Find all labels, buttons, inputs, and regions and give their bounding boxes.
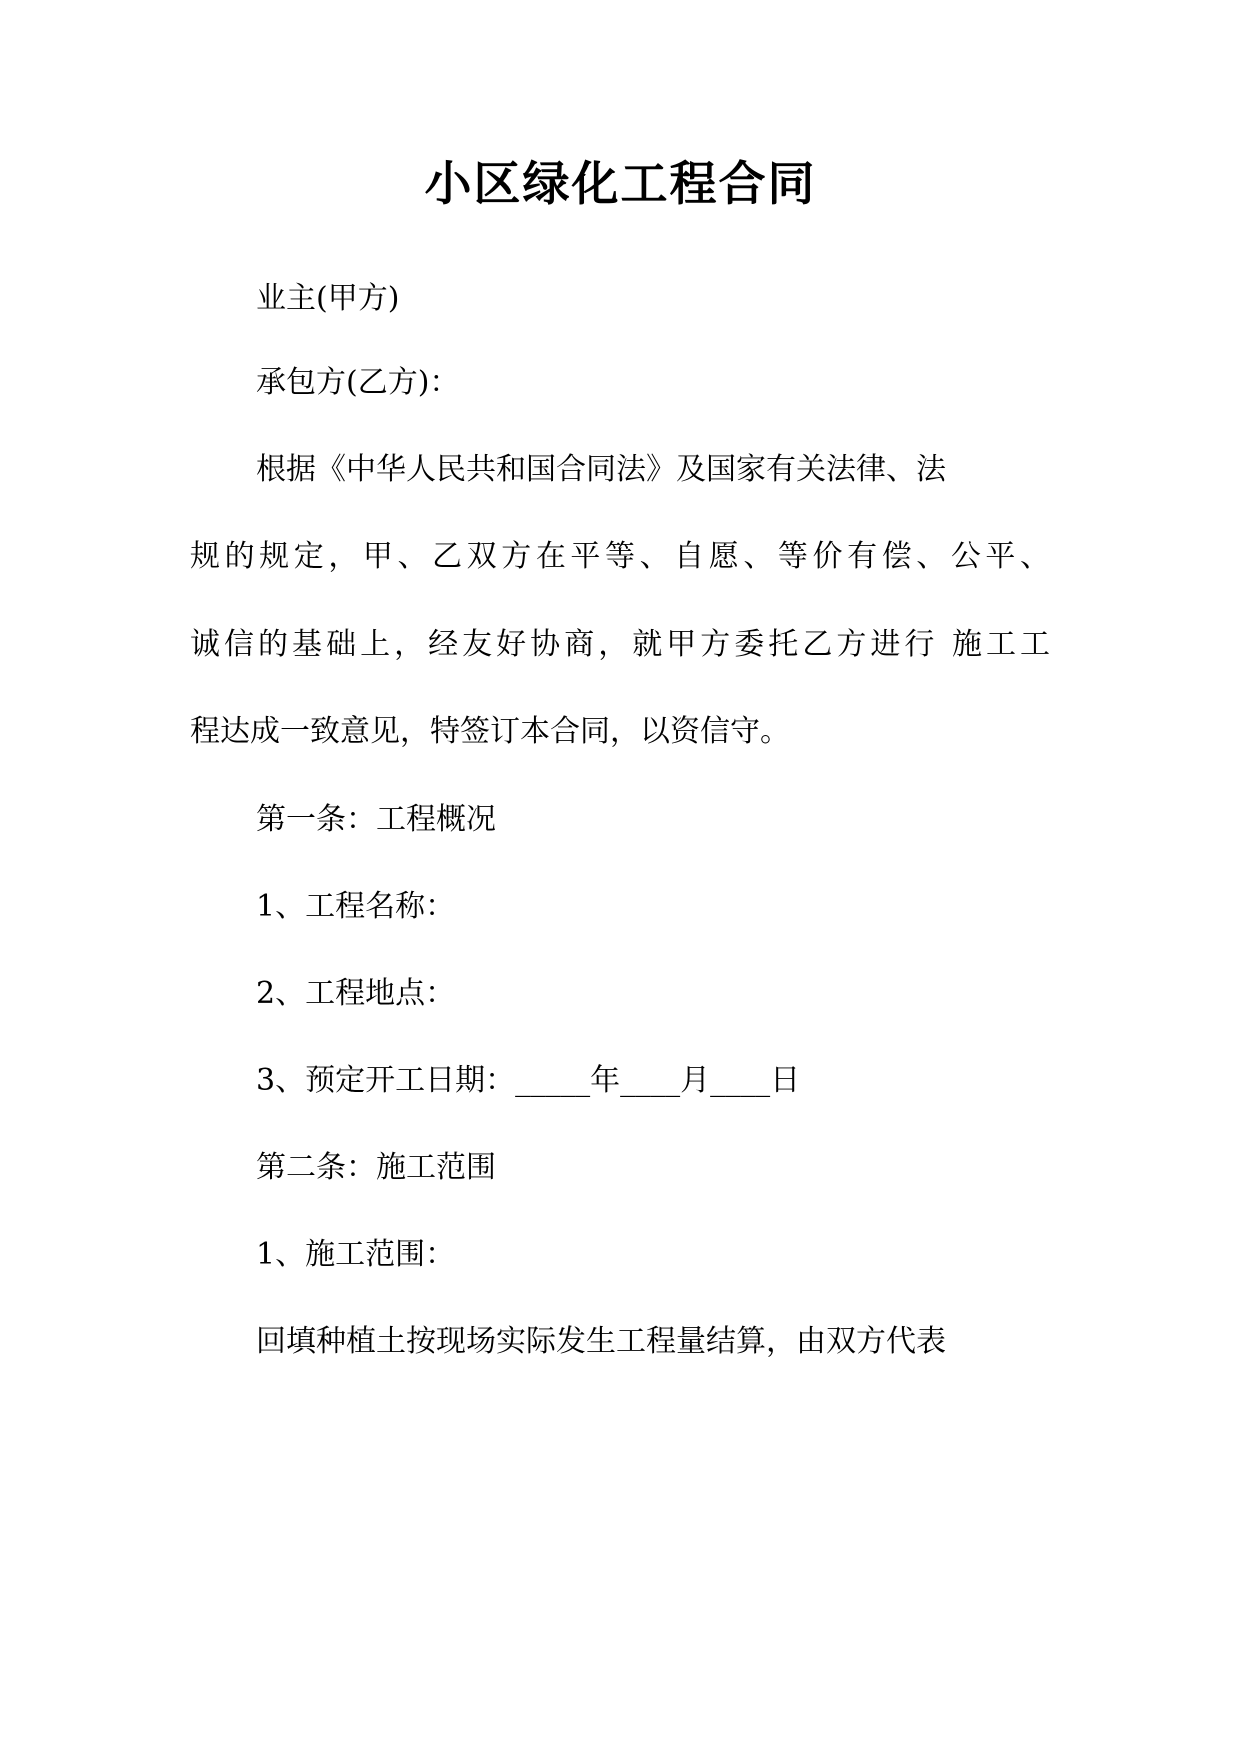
party-b-line: 承包方(乙方)： (256, 365, 460, 400)
preamble-line-3: 诚信的基础上，经友好协商，就甲方委托乙方进行 施工工 (190, 627, 1050, 662)
party-a-line: 业主(甲方) (256, 281, 400, 316)
scope-detail-line: 回填种植土按现场实际发生工程量结算，由双方代表 (256, 1324, 946, 1359)
article-1-heading: 第一条：工程概况 (256, 802, 496, 837)
project-location-line: 2、工程地点： (256, 976, 456, 1011)
preamble-line-4: 程达成一致意见，特签订本合同，以资信守。 (190, 714, 790, 749)
start-date-line: 3、预定开工日期：_____年____月____日 (256, 1063, 801, 1098)
project-name-line: 1、工程名称： (256, 889, 456, 924)
preamble-line-2: 规的规定，甲、乙双方在平等、自愿、等价有偿、公平、 (190, 539, 1050, 574)
document-title: 小区绿化工程合同 (424, 157, 817, 212)
scope-line: 1、施工范围： (256, 1237, 456, 1272)
preamble-line-1: 根据《中华人民共和国合同法》及国家有关法律、法 (256, 452, 946, 487)
article-2-heading: 第二条：施工范围 (256, 1150, 496, 1185)
